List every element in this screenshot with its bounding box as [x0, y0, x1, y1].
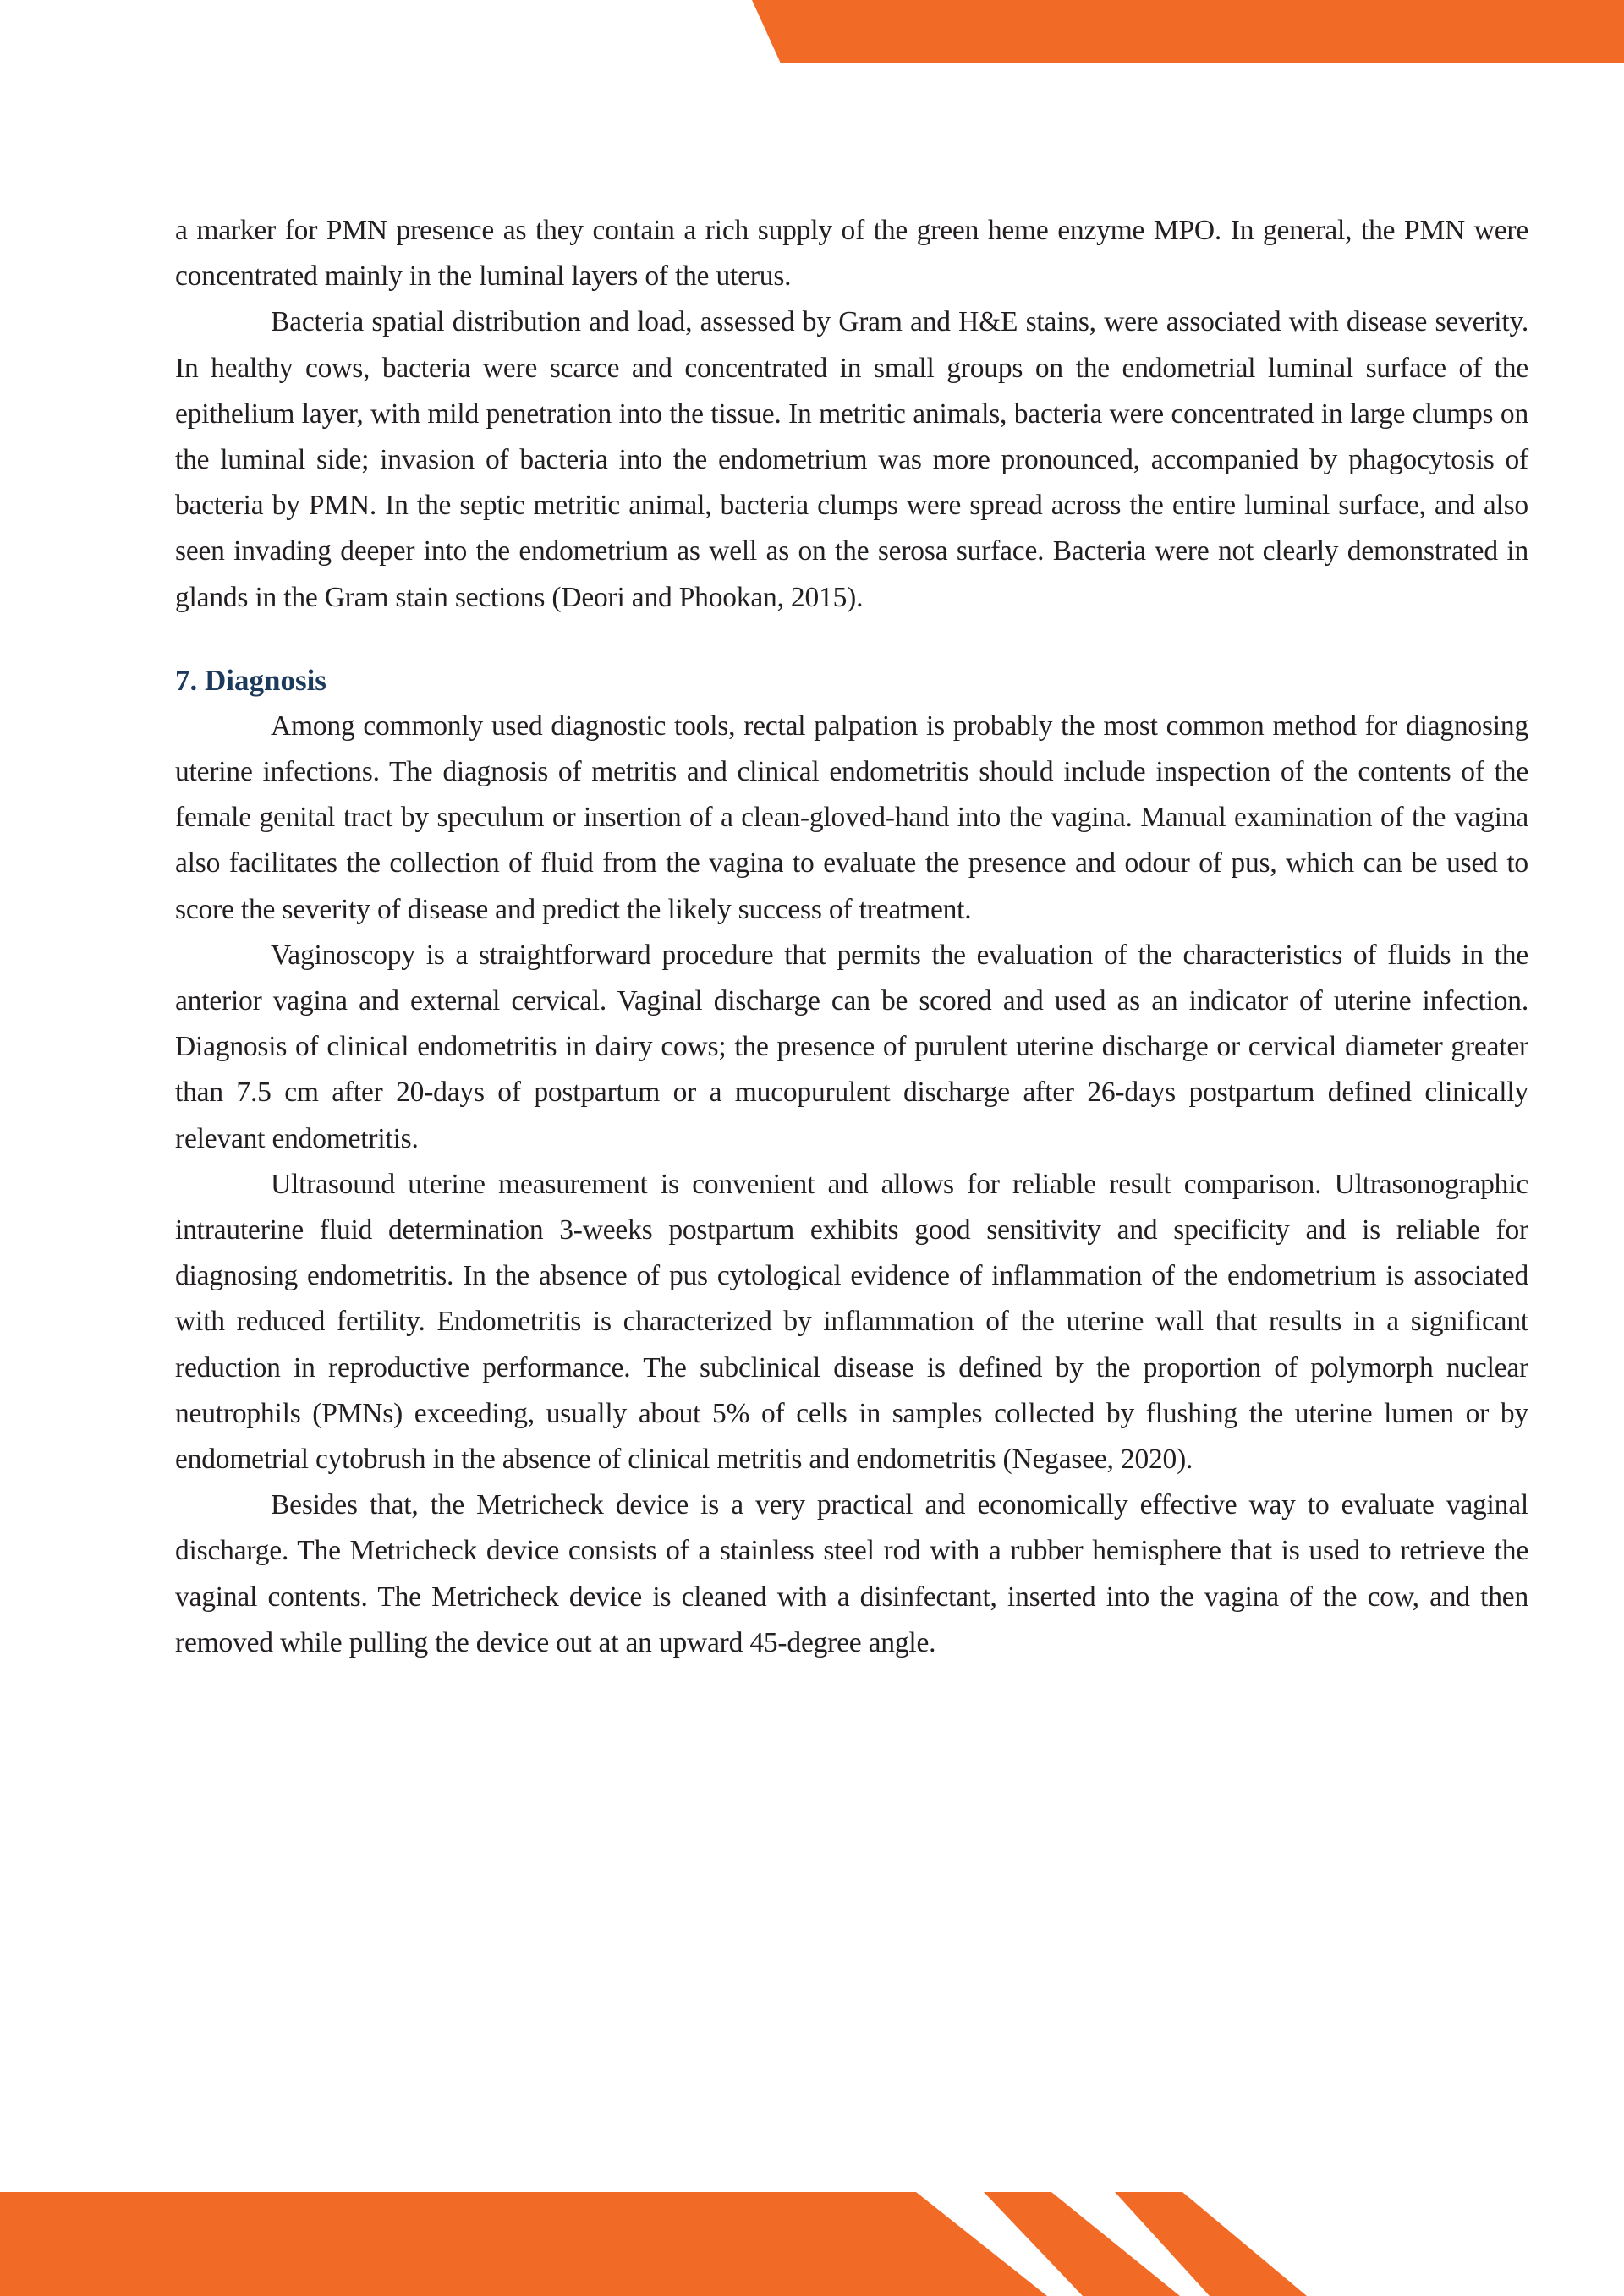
- bottom-orange-band-decoration: [0, 2190, 1624, 2296]
- top-orange-band-decoration: [0, 0, 1624, 68]
- paragraph-vaginoscopy: Vaginoscopy is a straightforward procedure that permits the evaluation of the characteristics of fluids in the anterior vagina and external cervical. Vaginal discharge can be scored and used as an indicator of uterine infection. Diagnosis of clinical endometritis in dairy cows; the presence of purulent uterine discharge or cervical diameter greater than 7.5 cm after 20-days of postpartum or a mucopurulent discharge after 26-days postpartum defined clinically relevant endometritis.: [175, 939, 1528, 1154]
- page-body: [175, 208, 1528, 1666]
- paragraph-metricheck: Besides that, the Metricheck device is a very practical and economically effective way to evaluate vaginal discharge. The Metricheck device consists of a stainless steel rod with a rubber hemisphere that is used to retrieve the vaginal contents. The Metricheck device is cleaned with a disinfectant, inserted into the vagina of the cow, and then removed while pulling the device out at an upward 45-degree angle.: [175, 1489, 1528, 1658]
- bottom-band-main-block: [0, 2192, 1047, 2296]
- paragraph-ultrasound: Ultrasound uterine measurement is convenient and allows for reliable result comparison. Ultrasonographic intrauterine fluid determination 3-weeks postpartum exhibits good sensitivity and specificity and is reliable for diagnosing endometritis. In the absence of pus cytological evidence of inflammation of the endometrium is associated with reduced fertility. Endometritis is characterized by inflammation of the uterine wall that results in a significant reduction in reproductive performance. The subclinical disease is defined by the proportion of polymorph nuclear neutrophils (PMNs) exceeding, usually about 5% of cells in samples collected by flushing the uterine lumen or by endometrial cytobrush in the absence of clinical metritis and endometritis (Negasee, 2020).: [175, 1168, 1528, 1476]
- paragraph-rectal-palpation: Among commonly used diagnostic tools, rectal palpation is probably the most common method for diagnosing uterine infections. The diagnosis of metritis and clinical endometritis should include inspection of the contents of the female genital tract by speculum or insertion of a clean-gloved-hand into the vagina. Manual examination of the vagina also facilitates the collection of fluid from the vagina to evaluate the presence and odour of pus, which can be used to score the severity of disease and predict the likely success of treatment.: [175, 710, 1528, 925]
- paragraph-bacteria-distribution: Bacteria spatial distribution and load, assessed by Gram and H&E stains, were associated with disease severity. In healthy cows, bacteria were scarce and concentrated in small groups on the endometrial luminal surface of the epithelium layer, with mild penetration into the tissue. In metritic animals, bacteria were concentrated in large clumps on the luminal side; invasion of bacteria into the endometrium was more pronounced, accompanied by phagocytosis of bacteria by PMN. In the septic metritic animal, bacteria clumps were spread across the entire luminal surface, and also seen invading deeper into the endometrium as well as on the serosa surface. Bacteria were not clearly demonstrated in glands in the Gram stain sections (Deori and Phookan, 2015).: [175, 306, 1528, 613]
- paragraph-pmn-marker: a marker for PMN presence as they contain a rich supply of the green heme enzyme MPO. In general, the PMN were concentrated mainly in the luminal layers of the uterus.: [175, 215, 1528, 293]
- section-heading-diagnosis: 7. Diagnosis: [175, 663, 326, 697]
